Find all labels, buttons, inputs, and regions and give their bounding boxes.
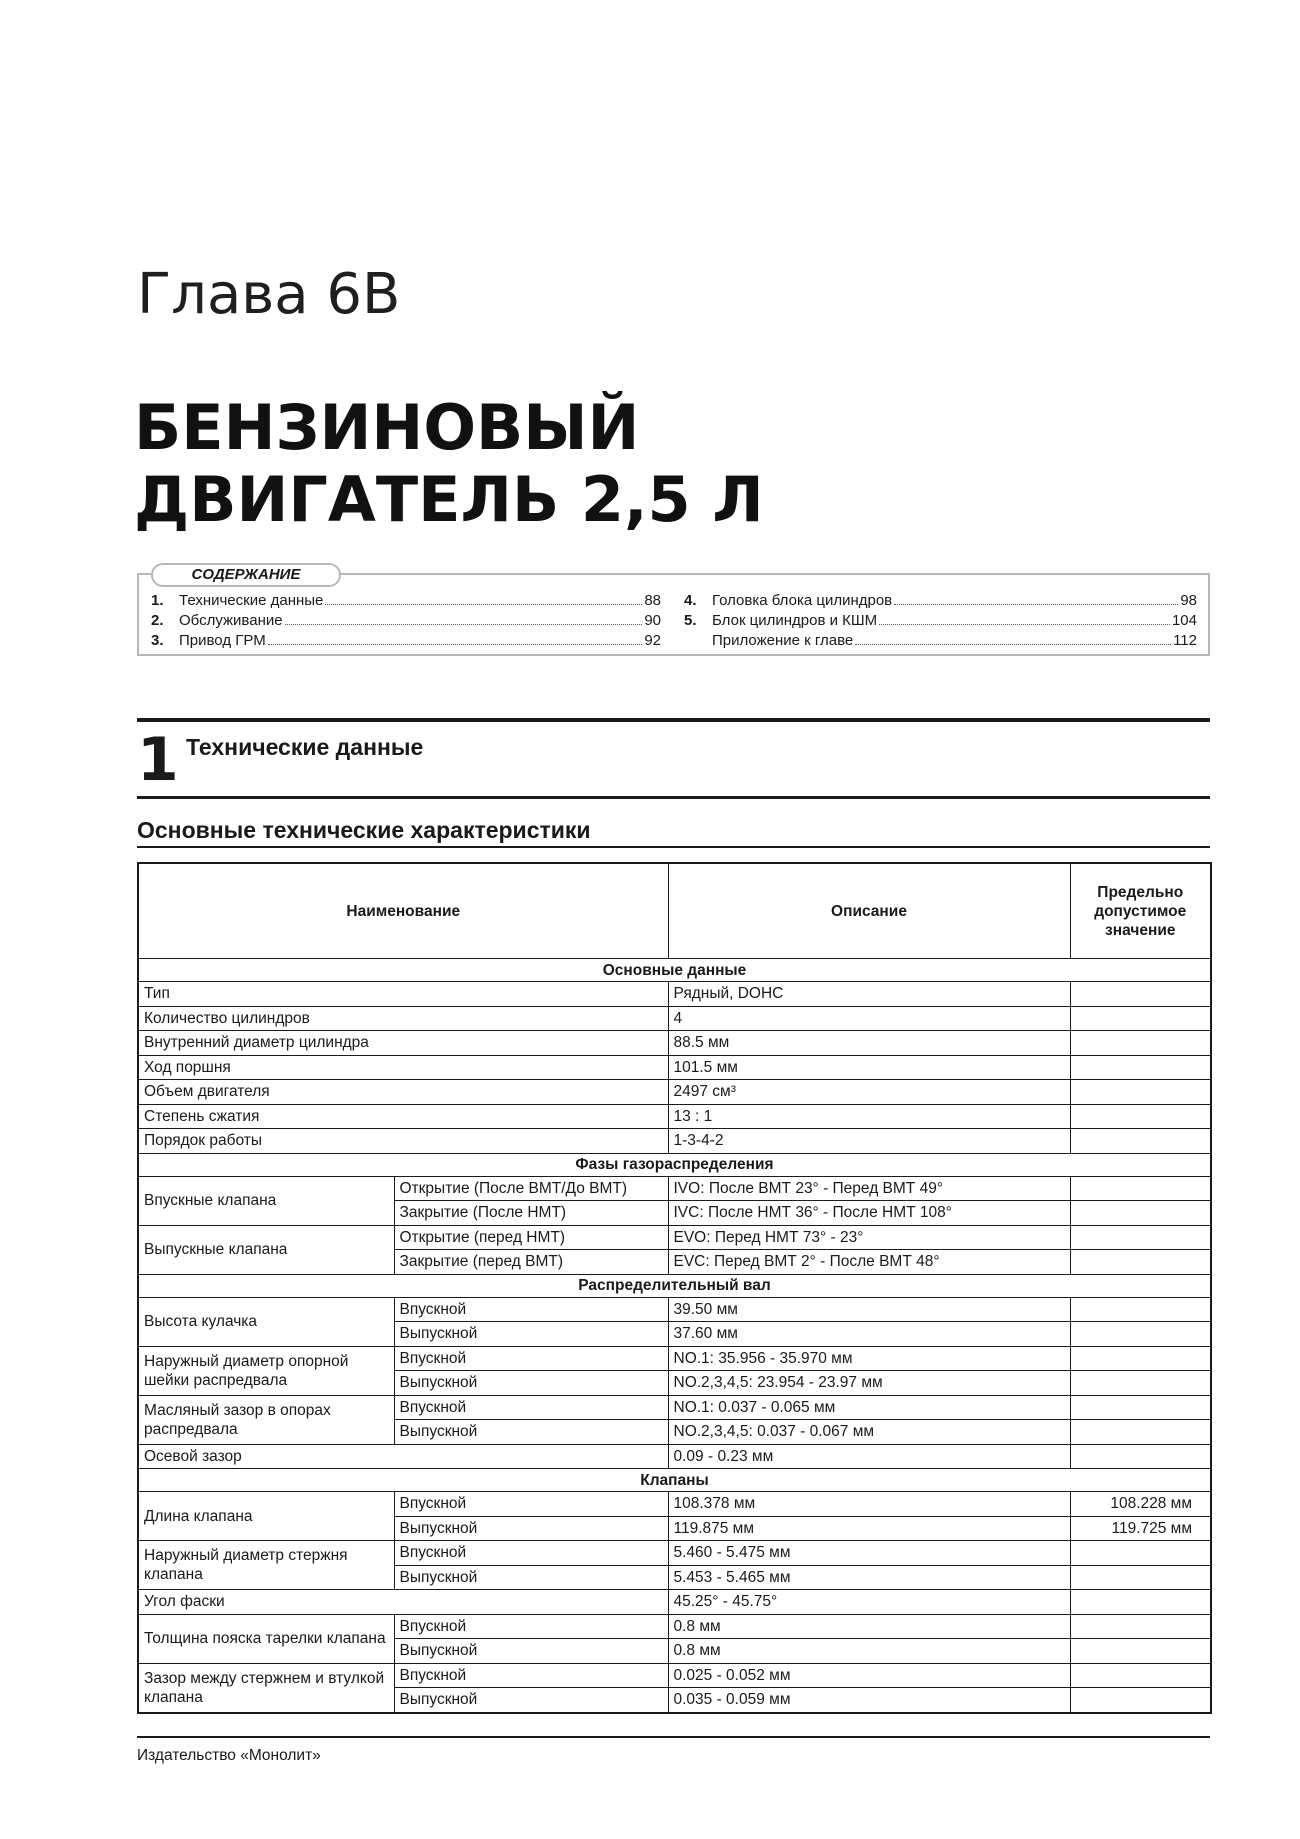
- toc-item[interactable]: [684, 611, 1197, 631]
- table-row: [138, 1176, 1211, 1201]
- cell-sub: Впускной: [394, 1297, 668, 1322]
- cell-limit: [1070, 1201, 1211, 1226]
- cell-value: 101.5 мм: [668, 1055, 1070, 1080]
- toc-item-page: 88: [644, 592, 661, 609]
- cell-value: 4: [668, 1006, 1070, 1031]
- cell-sub: Выпускной: [394, 1639, 668, 1664]
- toc-item[interactable]: [684, 591, 1197, 611]
- section-rule-top: [137, 718, 1210, 722]
- cell-name: Внутренний диаметр цилиндра: [138, 1031, 668, 1056]
- table-row: [138, 1590, 1211, 1615]
- toc-leader-dots: [325, 604, 642, 605]
- cell-limit: [1070, 1006, 1211, 1031]
- toc-item-label: Технические данные: [179, 592, 324, 609]
- cell-name: Объем двигателя: [138, 1080, 668, 1105]
- cell-value: NO.1: 35.956 - 35.970 мм: [668, 1346, 1070, 1371]
- cell-name: Зазор между стержнем и втулкой клапана: [138, 1663, 394, 1713]
- cell-value: 13 : 1: [668, 1104, 1070, 1129]
- cell-value: 2497 см³: [668, 1080, 1070, 1105]
- cell-sub: Выпускной: [394, 1565, 668, 1590]
- cell-name: Порядок работы: [138, 1129, 668, 1154]
- table-row: [138, 1104, 1211, 1129]
- table-row: [138, 1031, 1211, 1056]
- cell-limit: [1070, 1250, 1211, 1275]
- toc-leader-dots: [855, 644, 1171, 645]
- toc-leader-dots: [894, 604, 1178, 605]
- toc-item[interactable]: [684, 631, 1197, 651]
- cell-value: IVC: После НМТ 36° - После НМТ 108°: [668, 1201, 1070, 1226]
- group-row: [138, 1274, 1211, 1297]
- group-title: Распределительный вал: [138, 1274, 1211, 1297]
- cell-limit: [1070, 1225, 1211, 1250]
- toc-item-page: 112: [1173, 632, 1197, 649]
- table-row: [138, 1541, 1211, 1566]
- cell-value: IVO: После ВМТ 23° - Перед ВМТ 49°: [668, 1176, 1070, 1201]
- cell-name: Тип: [138, 982, 668, 1007]
- title-line-1: БЕНЗИНОВЫЙ: [134, 391, 640, 464]
- toc-item-number: 1.: [151, 592, 164, 609]
- cell-name: Угол фаски: [138, 1590, 668, 1615]
- specs-table: [137, 862, 1212, 1714]
- cell-value: EVO: Перед НМТ 73° - 23°: [668, 1225, 1070, 1250]
- cell-value: Рядный, DOHC: [668, 982, 1070, 1007]
- cell-value: 45.25° - 45.75°: [668, 1590, 1070, 1615]
- cell-name: Впускные клапана: [138, 1176, 394, 1225]
- toc-item-label: Обслуживание: [179, 612, 283, 629]
- chapter-label: Глава 6В: [137, 262, 401, 327]
- toc-leader-dots: [879, 624, 1170, 625]
- toc-item-label: Блок цилиндров и КШМ: [712, 612, 878, 629]
- toc-item-number: 4.: [684, 592, 697, 609]
- cell-sub: Впускной: [394, 1395, 668, 1420]
- cell-name: Выпускные клапана: [138, 1225, 394, 1274]
- cell-sub: Закрытие (После НМТ): [394, 1201, 668, 1226]
- group-title: Основные данные: [138, 959, 1211, 982]
- cell-value: 5.453 - 5.465 мм: [668, 1565, 1070, 1590]
- table-row: [138, 1663, 1211, 1688]
- cell-limit: [1070, 1176, 1211, 1201]
- toc-item-page: 98: [1180, 592, 1197, 609]
- cell-sub: Впускной: [394, 1663, 668, 1688]
- cell-limit: [1070, 1614, 1211, 1639]
- toc-item[interactable]: [151, 591, 661, 611]
- cell-name: Наружный диаметр опорной шейки распредвала: [138, 1346, 394, 1395]
- table-row: [138, 1444, 1211, 1469]
- cell-sub: Выпускной: [394, 1322, 668, 1347]
- table-row: [138, 1346, 1211, 1371]
- publisher-footer: Издательство «Монолит»: [137, 1747, 321, 1764]
- table-row: [138, 1129, 1211, 1154]
- cell-limit: [1070, 1129, 1211, 1154]
- cell-value: 0.8 мм: [668, 1614, 1070, 1639]
- table-row: [138, 1614, 1211, 1639]
- cell-sub: Впускной: [394, 1541, 668, 1566]
- cell-value: NO.2,3,4,5: 0.037 - 0.067 мм: [668, 1420, 1070, 1445]
- toc-item-number: 5.: [684, 612, 697, 629]
- toc-item[interactable]: [151, 611, 661, 631]
- page-title: [134, 392, 764, 536]
- table-of-contents: [137, 566, 1210, 656]
- cell-limit: [1070, 1565, 1211, 1590]
- header-description: Описание: [668, 863, 1070, 959]
- cell-name: Длина клапана: [138, 1492, 394, 1541]
- title-line-2: ДВИГАТЕЛЬ 2,5 Л: [134, 463, 764, 536]
- cell-value: 0.035 - 0.059 мм: [668, 1688, 1070, 1713]
- cell-sub: Закрытие (перед ВМТ): [394, 1250, 668, 1275]
- cell-value: 0.09 - 0.23 мм: [668, 1444, 1070, 1469]
- toc-item-page: 104: [1171, 612, 1197, 629]
- cell-name: Толщина пояска тарелки клапана: [138, 1614, 394, 1663]
- cell-value: 108.378 мм: [668, 1492, 1070, 1517]
- cell-sub: Выпускной: [394, 1688, 668, 1713]
- cell-limit: [1070, 1395, 1211, 1420]
- cell-limit: [1070, 1688, 1211, 1713]
- cell-sub: Выпускной: [394, 1516, 668, 1541]
- cell-name: Степень сжатия: [138, 1104, 668, 1129]
- cell-value: 119.875 мм: [668, 1516, 1070, 1541]
- toc-item-label: Привод ГРМ: [179, 632, 266, 649]
- toc-item-label: Головка блока цилиндров: [712, 592, 893, 609]
- toc-item-page: 92: [644, 632, 661, 649]
- cell-sub: Впускной: [394, 1614, 668, 1639]
- toc-item-number: 2.: [151, 612, 164, 629]
- cell-limit: 119.725 мм: [1070, 1516, 1211, 1541]
- table-row: [138, 1055, 1211, 1080]
- cell-name: Количество цилиндров: [138, 1006, 668, 1031]
- cell-limit: [1070, 1541, 1211, 1566]
- cell-value: 37.60 мм: [668, 1322, 1070, 1347]
- toc-column-right: [684, 591, 1197, 651]
- group-row: [138, 1153, 1211, 1176]
- toc-item-label: Приложение к главе: [712, 632, 854, 649]
- cell-limit: 108.228 мм: [1070, 1492, 1211, 1517]
- cell-limit: [1070, 1297, 1211, 1322]
- group-title: Клапаны: [138, 1469, 1211, 1492]
- header-name: Наименование: [138, 863, 668, 959]
- table-row: [138, 1080, 1211, 1105]
- toc-leader-dots: [285, 624, 643, 625]
- header-limit: Предельно допустимое значение: [1070, 863, 1211, 959]
- cell-limit: [1070, 982, 1211, 1007]
- cell-limit: [1070, 1322, 1211, 1347]
- cell-sub: Открытие (После ВМТ/До ВМТ): [394, 1176, 668, 1201]
- cell-limit: [1070, 1420, 1211, 1445]
- cell-value: 5.460 - 5.475 мм: [668, 1541, 1070, 1566]
- cell-limit: [1070, 1371, 1211, 1396]
- cell-limit: [1070, 1080, 1211, 1105]
- table-row: [138, 1395, 1211, 1420]
- toc-item-number: 3.: [151, 632, 164, 649]
- group-row: [138, 959, 1211, 982]
- cell-value: EVC: Перед ВМТ 2° - После ВМТ 48°: [668, 1250, 1070, 1275]
- cell-name: Масляный зазор в опорах распредвала: [138, 1395, 394, 1444]
- section-title: Технические данные: [186, 734, 424, 760]
- toc-item-page: 90: [644, 612, 661, 629]
- cell-value: 88.5 мм: [668, 1031, 1070, 1056]
- cell-value: 1-3-4-2: [668, 1129, 1070, 1154]
- cell-value: NO.1: 0.037 - 0.065 мм: [668, 1395, 1070, 1420]
- cell-limit: [1070, 1055, 1211, 1080]
- group-row: [138, 1469, 1211, 1492]
- cell-name: Ход поршня: [138, 1055, 668, 1080]
- subsection-rule: [137, 846, 1210, 848]
- cell-limit: [1070, 1104, 1211, 1129]
- cell-sub: Впускной: [394, 1346, 668, 1371]
- cell-sub: Выпускной: [394, 1420, 668, 1445]
- cell-sub: Выпускной: [394, 1371, 668, 1396]
- table-row: [138, 1225, 1211, 1250]
- table-header-row: [138, 863, 1211, 959]
- cell-sub: Открытие (перед НМТ): [394, 1225, 668, 1250]
- section-rule-bottom: [137, 796, 1210, 799]
- cell-value: 39.50 мм: [668, 1297, 1070, 1322]
- cell-limit: [1070, 1663, 1211, 1688]
- cell-limit: [1070, 1346, 1211, 1371]
- cell-value: NO.2,3,4,5: 23.954 - 23.97 мм: [668, 1371, 1070, 1396]
- footer-rule: [137, 1736, 1210, 1738]
- cell-limit: [1070, 1444, 1211, 1469]
- cell-value: 0.8 мм: [668, 1639, 1070, 1664]
- cell-limit: [1070, 1590, 1211, 1615]
- table-row: [138, 1492, 1211, 1517]
- cell-name: Осевой зазор: [138, 1444, 668, 1469]
- toc-leader-dots: [268, 644, 643, 645]
- cell-sub: Впускной: [394, 1492, 668, 1517]
- table-row: [138, 1297, 1211, 1322]
- toc-column-left: [151, 591, 661, 651]
- cell-limit: [1070, 1031, 1211, 1056]
- toc-heading: СОДЕРЖАНИЕ: [151, 563, 341, 587]
- section-number: 1: [137, 725, 179, 795]
- cell-value: 0.025 - 0.052 мм: [668, 1663, 1070, 1688]
- toc-item[interactable]: [151, 631, 661, 651]
- cell-limit: [1070, 1639, 1211, 1664]
- subsection-title: Основные технические характеристики: [137, 817, 591, 843]
- table-row: [138, 1006, 1211, 1031]
- cell-name: Высота кулачка: [138, 1297, 394, 1346]
- group-title: Фазы газораспределения: [138, 1153, 1211, 1176]
- cell-name: Наружный диаметр стержня клапана: [138, 1541, 394, 1590]
- table-row: [138, 982, 1211, 1007]
